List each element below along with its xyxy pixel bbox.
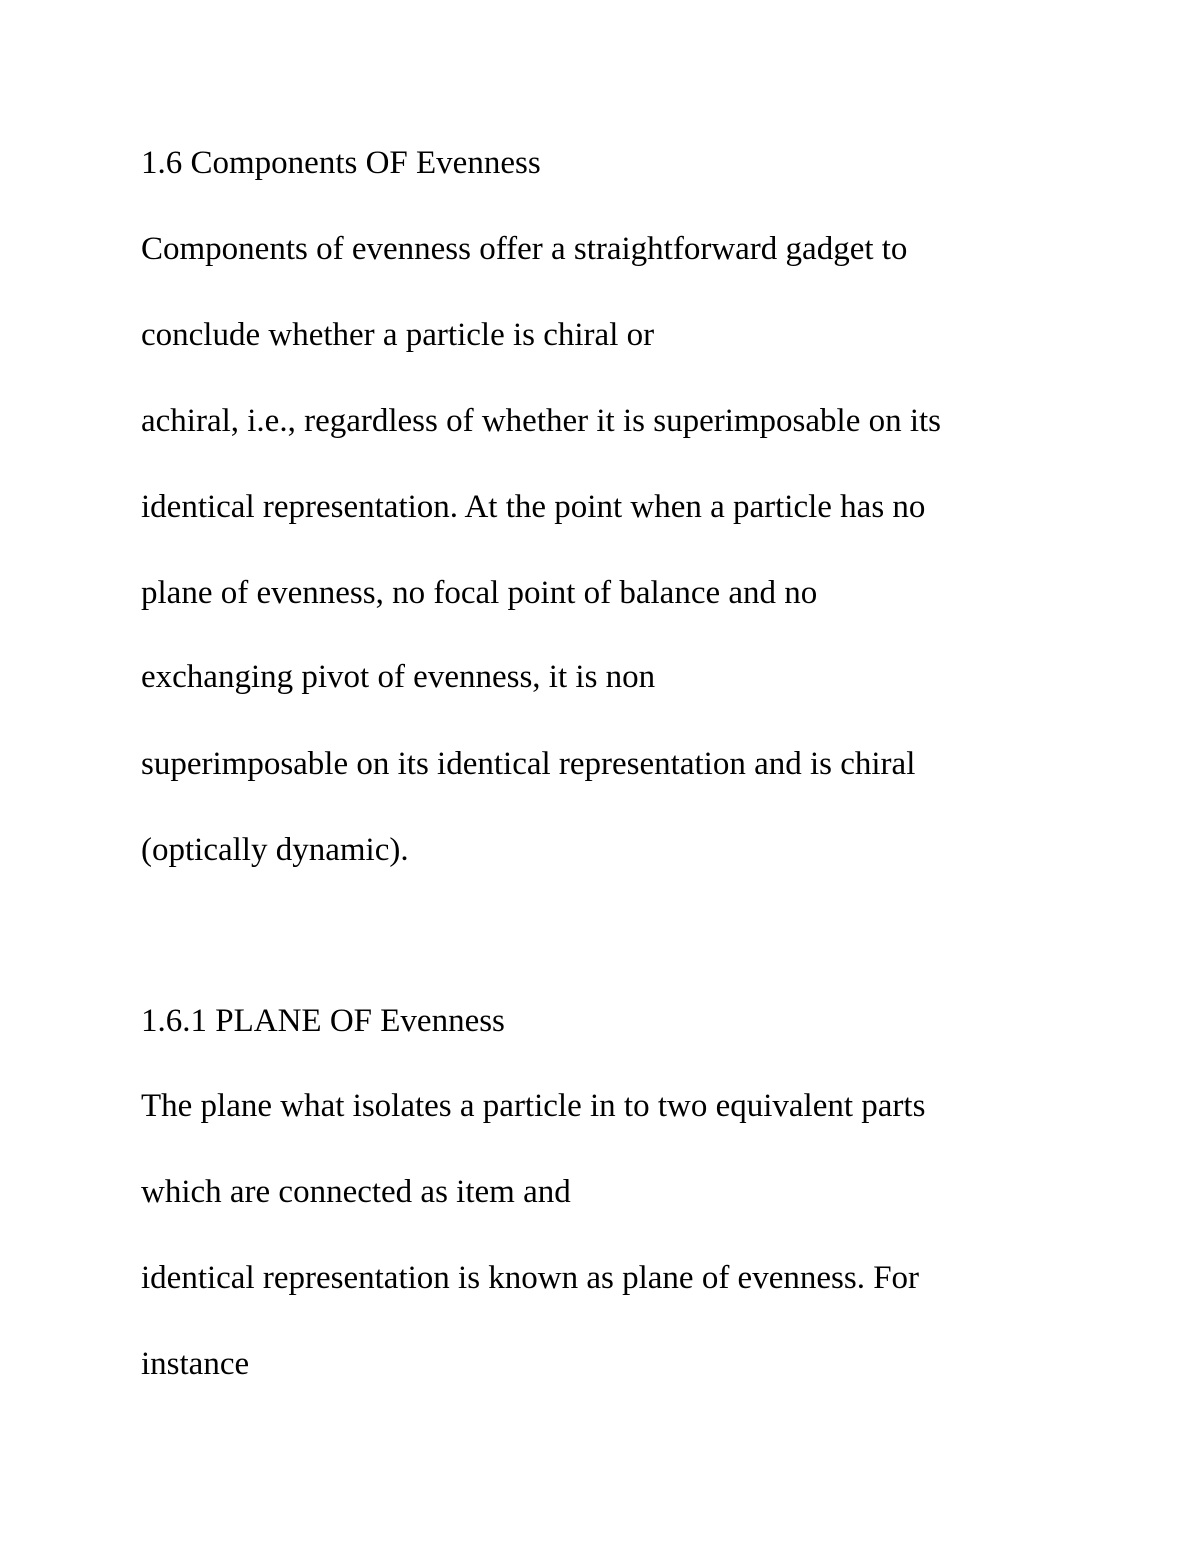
section-heading-1-6: 1.6 Components OF Evenness [141,145,541,181]
paragraph-line: The plane what isolates a particle in to two equivalent parts [141,1088,926,1124]
paragraph-line: exchanging pivot of evenness, it is non [141,659,656,695]
section-heading-1-6-1: 1.6.1 PLANE OF Evenness [141,1003,505,1039]
paragraph-line: which are connected as item and [141,1174,571,1210]
paragraph-line: conclude whether a particle is chiral or [141,317,655,353]
paragraph-line: superimposable on its identical representation and is chiral [141,746,916,782]
paragraph-line: plane of evenness, no focal point of balance and no [141,575,818,611]
paragraph-line: (optically dynamic). [141,832,409,868]
paragraph-line: identical representation. At the point when a particle has no [141,489,926,525]
paragraph-line: achiral, i.e., regardless of whether it is superimposable on its [141,403,942,439]
paragraph-line: identical representation is known as plane of evenness. For [141,1260,920,1296]
paragraph-line: Components of evenness offer a straightforward gadget to [141,231,908,267]
paragraph-line: instance [141,1346,250,1382]
